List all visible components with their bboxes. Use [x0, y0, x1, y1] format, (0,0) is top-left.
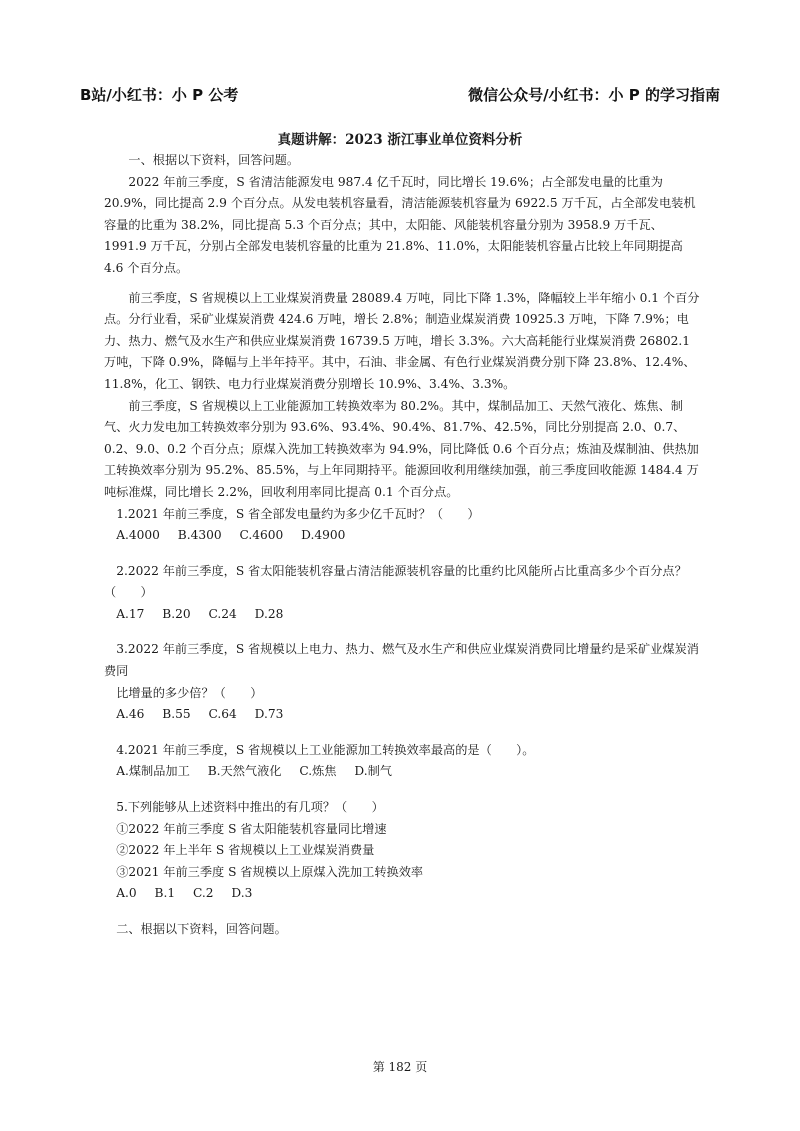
statement-2: ②2022 年上半年 S 省规模以上工业煤炭消费量	[116, 843, 375, 858]
question-text: 2.2022 年前三季度，S 省太阳能装机容量占清洁能源装机容量的比重约比风能所占比重高多少个百分点？（ ）	[104, 563, 687, 600]
question-text: 5.下列能够从上述资料中推出的有几项？（ ）	[116, 800, 384, 815]
document-body	[104, 150, 702, 941]
option-d: D.73	[254, 707, 284, 722]
statement-3: ③2021 年前三季度 S 省规模以上原煤入洗加工转换效率	[116, 864, 424, 879]
paragraph-3: 前三季度，S 省规模以上工业能源加工转换效率为 80.2%。其中，煤制品加工、天然气液化、炼焦、制气、火力发电加工转换效率分别为 93.6%、93.4%、90.4%、81.7%、42.5%，同比分别提高 2.0、0.7、0.2、9.0、0.2 个百分点；原煤入洗加工转换效率为 94.9%，同比降低 0.6 个百分点；炼油及煤制油、供热加工转换效率分别为 95.2%、85.5%，与上年同期持平。能源回收利用继续加强，前三季度回收能源 1484.4 万吨标准煤，同比增长 2.2%，回收利用率同比提高 0.1 个百分点。	[104, 398, 699, 499]
section-heading: 一、根据以下资料，回答问题。	[128, 153, 300, 167]
question-2	[104, 561, 702, 626]
question-text: 1.2021 年前三季度，S 省全部发电量约为多少亿千瓦时？（ ）	[116, 506, 480, 521]
question-text: 4.2021 年前三季度，S 省规模以上工业能源加工转换效率最高的是（ ）。	[116, 742, 535, 757]
question-1	[104, 504, 702, 547]
question-options	[104, 761, 702, 783]
document-title: 真题讲解：2023 浙江事业单位资料分析	[277, 132, 523, 148]
option-d: D.28	[254, 606, 284, 621]
header-left: B站/小红书：小 P 公考	[80, 86, 239, 104]
option-c: C.24	[208, 606, 237, 621]
question-options	[104, 883, 702, 905]
question-5	[104, 797, 702, 905]
header-right: 微信公众号/小红书：小 P 的学习指南	[468, 86, 720, 104]
option-a: A.4000	[116, 528, 160, 543]
paragraph-1: 2022 年前三季度，S 省清洁能源发电 987.4 亿千瓦时，同比增长 19.6%；占全部发电量的比重为 20.9%，同比提高 2.9 个百分点。从发电装机容量看，清洁能源装机容量为 6922.5 万千瓦，占全部发电装机容量的比重为 38.2%，同比提高 5.3 个百分点；其中，太阳能、风能装机容量分别为 3958.9 万千瓦、1991.9 万千瓦，分别占全部发电装机容量的比重为 21.8%、11.0%，太阳能装机容量占比较上年同期提高 4.6 个百分点。	[104, 174, 696, 275]
option-b: B.4300	[177, 528, 222, 543]
option-d: D.制气	[354, 764, 392, 779]
option-c: C.4600	[239, 528, 284, 543]
option-b: B.55	[162, 707, 191, 722]
statement-1: ①2022 年前三季度 S 省太阳能装机容量同比增速	[116, 821, 387, 836]
option-d: D.3	[231, 886, 253, 901]
option-b: B.1	[154, 886, 176, 901]
question-3	[104, 639, 702, 725]
question-text-cont: 比增量的多少倍？（ ）	[116, 685, 263, 700]
option-a: A.46	[116, 707, 145, 722]
question-text: 3.2022 年前三季度，S 省规模以上电力、热力、燃气及水生产和供应业煤炭消费同比增量约是采矿业煤炭消费同	[104, 642, 699, 679]
question-options	[104, 525, 702, 547]
question-options	[104, 604, 702, 626]
option-c: C.2	[192, 886, 214, 901]
option-b: B.20	[162, 606, 191, 621]
option-c: C.64	[208, 707, 237, 722]
page-number: 第 182 页	[372, 1060, 428, 1074]
question-options	[104, 704, 702, 726]
option-a: A.煤制品加工	[116, 764, 190, 779]
option-a: A.0	[116, 886, 137, 901]
option-a: A.17	[116, 606, 145, 621]
question-4	[104, 740, 702, 783]
option-b: B.天然气液化	[207, 764, 282, 779]
option-d: D.4900	[301, 528, 346, 543]
section-heading-2: 二、根据以下资料，回答问题。	[116, 922, 287, 936]
paragraph-2: 前三季度，S 省规模以上工业煤炭消费量 28089.4 万吨，同比下降 1.3%，降幅较上半年缩小 0.1 个百分点。分行业看，采矿业煤炭消费 424.6 万吨，增长 2.8%；制造业煤炭消费 10925.3 万吨，下降 7.9%；电力、热力、燃气及水生产和供应业煤炭消费 16739.5 万吨，增长 3.3%。六大高耗能行业煤炭消费 26802.1 万吨，下降 0.9%，降幅与上半年持平。其中，石油、非金属、有色行业煤炭消费分别下降 23.8%、12.4%、11.8%，化工、钢铁、电力行业煤炭消费分别增长 10.9%、3.4%、3.3%。	[104, 290, 700, 391]
option-c: C.炼焦	[299, 764, 337, 779]
